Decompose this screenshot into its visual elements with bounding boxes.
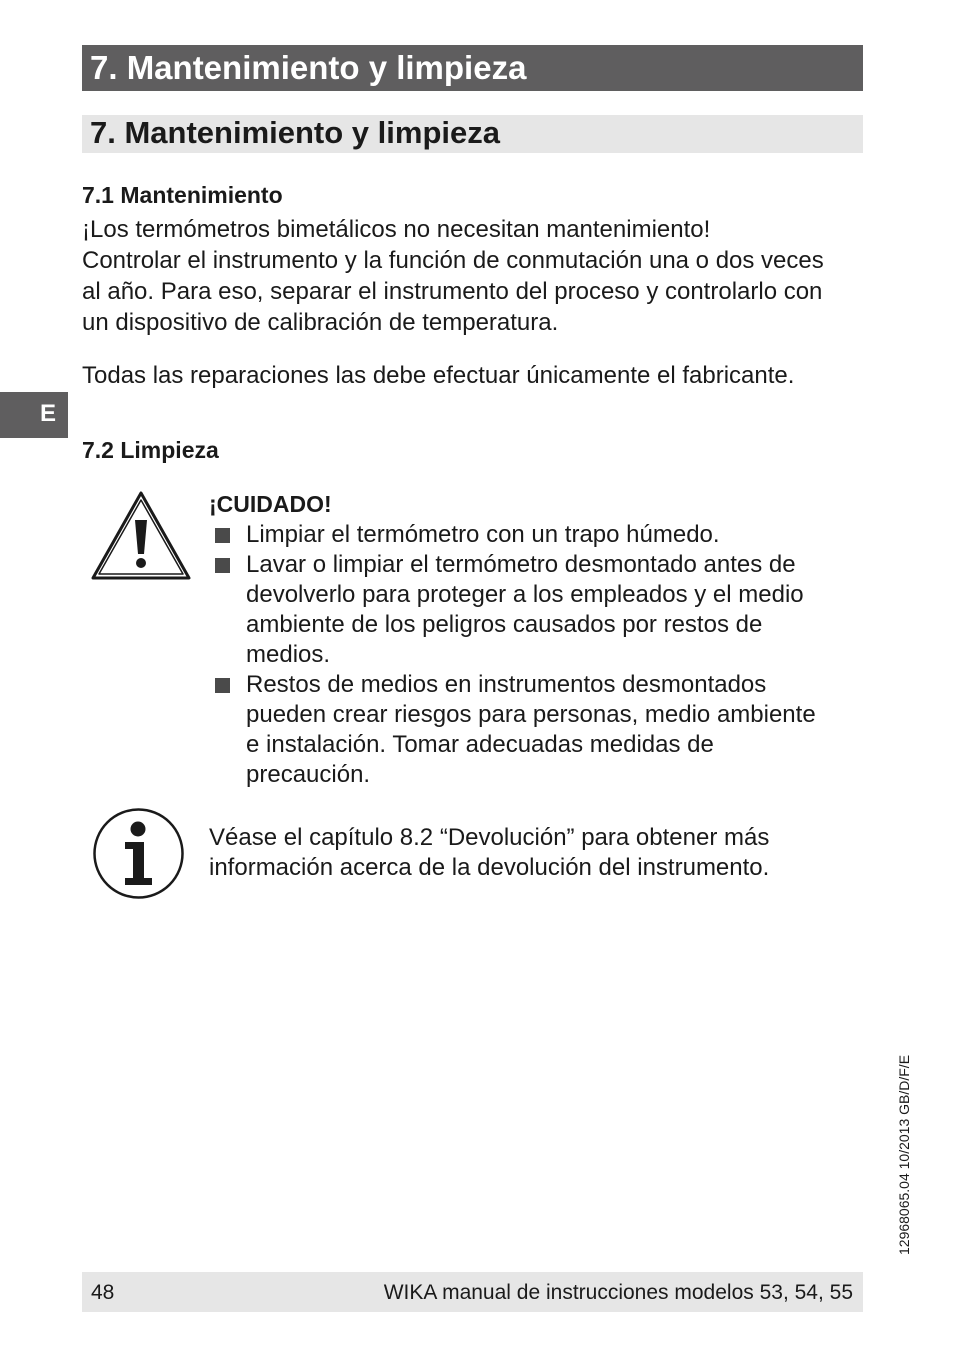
list-item-line: pueden crear riesgos para personas, medio ambiente bbox=[246, 701, 816, 728]
maintenance-line: ¡Los termómetros bimetálicos no necesitan mantenimiento! bbox=[82, 216, 711, 243]
info-note bbox=[209, 823, 769, 883]
list-item-line: Restos de medios en instrumentos desmontados bbox=[246, 671, 767, 698]
chapter-title-bar bbox=[82, 45, 863, 91]
maintenance-line: Controlar el instrumento y la función de conmutación una o dos veces bbox=[82, 247, 824, 274]
maintenance-line: un dispositivo de calibración de temperatura. bbox=[82, 309, 559, 336]
maintenance-heading: 7.1 Mantenimiento bbox=[82, 182, 283, 208]
manual-title: WIKA manual de instrucciones modelos 53, 54, 55 bbox=[383, 1281, 853, 1304]
cleaning-heading: 7.2 Limpieza bbox=[82, 437, 219, 463]
list-item bbox=[215, 670, 816, 790]
list-item-line: Lavar o limpiar el termómetro desmontado antes de bbox=[246, 551, 796, 578]
bullet-square-icon bbox=[215, 528, 230, 543]
info-note-line: información acerca de la devolución del instrumento. bbox=[209, 854, 770, 881]
cleaning-bullet-list bbox=[215, 520, 816, 790]
list-item bbox=[215, 550, 816, 670]
repair-note bbox=[82, 360, 794, 391]
chapter-title: 7. Mantenimiento y limpieza bbox=[90, 49, 527, 86]
list-item-line: precaución. bbox=[246, 761, 371, 788]
maintenance-line: al año. Para eso, separar el instrumento del proceso y controlarlo con bbox=[82, 278, 823, 305]
language-tab bbox=[0, 392, 68, 438]
document-code: 12968065.04 10/2013 GB/D/F/E bbox=[896, 1054, 912, 1255]
page-footer bbox=[82, 1272, 863, 1312]
information-icon bbox=[92, 807, 185, 900]
list-item-line: Limpiar el termómetro con un trapo húmedo. bbox=[246, 521, 720, 548]
list-item-line: e instalación. Tomar adecuadas medidas de bbox=[246, 731, 714, 758]
section-title-bar bbox=[82, 115, 863, 153]
maintenance-paragraph bbox=[82, 214, 824, 338]
bullet-square-icon bbox=[215, 678, 230, 693]
info-note-line: Véase el capítulo 8.2 “Devolución” para obtener más bbox=[209, 824, 770, 851]
repair-note-text: Todas las reparaciones las debe efectuar únicamente el fabricante. bbox=[82, 362, 795, 389]
page-number: 48 bbox=[91, 1281, 115, 1304]
list-item bbox=[215, 520, 816, 550]
list-item-line: devolverlo para proteger a los empleados y el medio bbox=[246, 581, 804, 608]
list-item-line: medios. bbox=[246, 641, 331, 668]
language-tab-label: E bbox=[40, 400, 57, 427]
list-item-line: ambiente de los peligros causados por restos de bbox=[246, 611, 763, 638]
section-title: 7. Mantenimiento y limpieza bbox=[90, 115, 500, 150]
caution-label: ¡CUIDADO! bbox=[209, 491, 332, 517]
bullet-square-icon bbox=[215, 558, 230, 573]
warning-triangle-icon bbox=[90, 490, 192, 582]
